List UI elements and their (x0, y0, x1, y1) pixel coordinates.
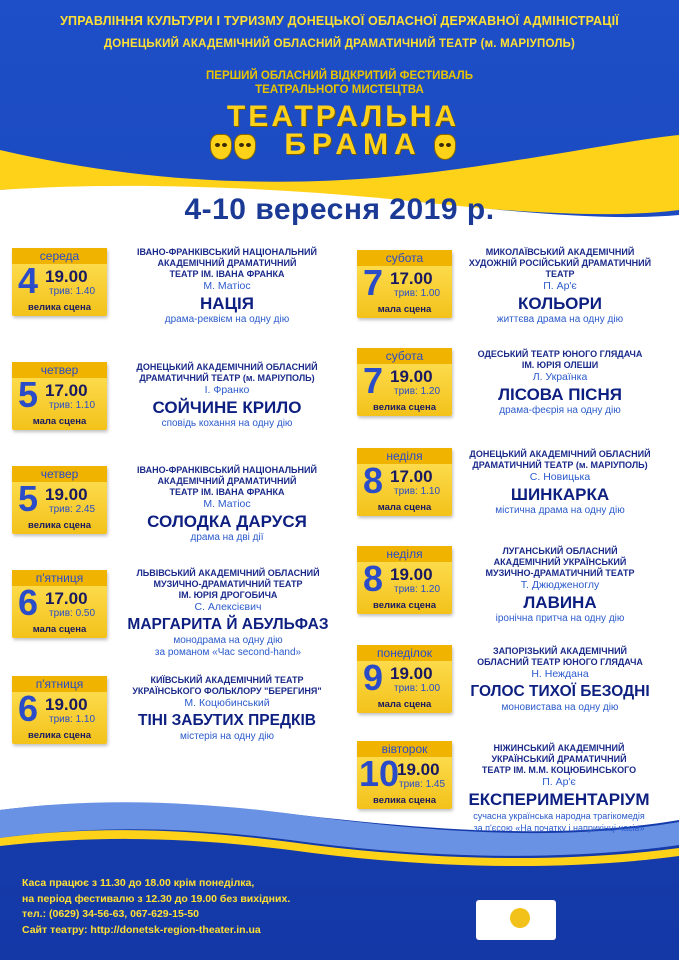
event-genre: за п'єсою «На початку і наприкінці часів» (473, 823, 645, 833)
event-author: М. Коцюбинський (184, 697, 270, 709)
footer-info (22, 876, 290, 938)
event-genre: моновистава на одну дію (501, 702, 619, 713)
festival-logo (208, 100, 478, 170)
event-day-of-week: вівторок (357, 741, 452, 757)
event-info (456, 449, 664, 517)
event-author: П. Ар'є (542, 776, 576, 788)
event-stage: мала сцена (377, 699, 432, 710)
event-stage: велика сцена (28, 302, 91, 313)
event-play-title: НАЦІЯ (200, 294, 254, 313)
event-theatre: ІМ. ЮРІЯ ДРОГОБИЧА (178, 590, 278, 600)
event-duration: трив: 0.50 (49, 608, 96, 619)
event-play-title: ТІНІ ЗАБУТИХ ПРЕДКІВ (138, 712, 316, 729)
event-time: 17.00 (390, 269, 433, 288)
event-time: 17.00 (45, 381, 88, 400)
event-badge (12, 248, 107, 316)
event-stage: велика сцена (373, 600, 436, 611)
event-theatre: УКРАЇНСЬКИЙ ДРАМАТИЧНИЙ (491, 754, 627, 764)
event-day-number: 4 (18, 260, 39, 301)
event-day-number: 9 (363, 657, 384, 698)
sponsor-emblem-icon (510, 908, 530, 928)
event-day-of-week: неділя (357, 546, 452, 562)
event-author: М. Матіос (203, 280, 251, 292)
event-theatre: ІВАНО-ФРАНКІВСЬКИЙ НАЦІОНАЛЬНИЙ (137, 465, 317, 475)
footer-festival-hours: на період фестивалю з 12.30 до 19.00 без вихідних. (22, 892, 291, 905)
event-info (110, 568, 346, 659)
event-day-of-week: субота (357, 250, 452, 266)
event-stage: велика сцена (373, 795, 436, 806)
event-stage: мала сцена (32, 416, 87, 427)
event-badge (357, 348, 452, 416)
sponsor-logo (476, 900, 556, 940)
event-time: 19.00 (45, 485, 88, 504)
event-author: І. Франко (204, 384, 250, 396)
event-genre: іронічна притча на одну дію (495, 613, 625, 624)
event-theatre: ІВАНО-ФРАНКІВСЬКИЙ НАЦІОНАЛЬНИЙ (137, 247, 317, 257)
event-author: С. Новицька (529, 471, 591, 483)
event-info (113, 675, 341, 743)
event-genre: сповідь кохання на одну дію (161, 418, 293, 429)
event-duration: трив: 1.45 (399, 779, 446, 790)
event-author: С. Алексієвич (194, 601, 262, 613)
event-time: 19.00 (390, 565, 433, 584)
event-duration: трив: 1.10 (394, 486, 441, 497)
event-theatre: КИЇВСЬКИЙ АКАДЕМІЧНИЙ ТЕАТР (150, 675, 304, 685)
event-play-title: СОЛОДКА ДАРУСЯ (147, 512, 307, 531)
event-time: 19.00 (390, 367, 433, 386)
event-time: 17.00 (45, 589, 88, 608)
event-theatre: ЗАПОРІЗЬКИЙ АКАДЕМІЧНИЙ (492, 646, 628, 656)
event-badge (357, 741, 452, 809)
event-info (456, 349, 664, 417)
event-genre: драма-реквієм на одну дію (164, 314, 290, 325)
event-theatre: ОДЕСЬКИЙ ТЕАТР ЮНОГО ГЛЯДАЧА (477, 349, 643, 359)
event-badge (12, 466, 107, 534)
festival-title-line1: ПЕРШИЙ ОБЛАСНИЙ ВІДКРИТИЙ ФЕСТИВАЛЬ (206, 70, 473, 82)
event-badge (357, 645, 452, 713)
event-theatre: ДОНЕЦЬКИЙ АКАДЕМІЧНИЙ ОБЛАСНИЙ (136, 362, 318, 372)
event-theatre: УКРАЇНСЬКОГО ФОЛЬКЛОРУ "БЕРЕГИНЯ" (132, 686, 322, 696)
event-genre: монодрама на одну дію (173, 635, 283, 646)
event-author: Т. Джюдженоглу (520, 579, 600, 591)
event-time: 19.00 (45, 695, 88, 714)
event-stage: мала сцена (377, 304, 432, 315)
mask-right-icon (434, 134, 456, 160)
event-day-number: 10 (359, 753, 400, 794)
event-genre: містична драма на одну дію (495, 505, 625, 516)
event-theatre: ІМ. ЮРІЯ ОЛЕШИ (521, 360, 599, 370)
event-play-title: ГОЛОС ТИХОЇ БЕЗОДНІ (470, 683, 650, 700)
event-duration: трив: 1.20 (394, 584, 441, 595)
event-badge (12, 570, 107, 638)
festival-dates: 4-10 вересня 2019 р. (184, 193, 495, 226)
event-play-title: ШИНКАРКА (510, 485, 610, 504)
event-day-of-week: четвер (12, 466, 107, 482)
event-play-title: ЛАВИНА (523, 593, 597, 612)
event-duration: трив: 1.10 (49, 400, 96, 411)
event-info (113, 362, 341, 430)
event-play-title: ЕКСПЕРИМЕНТАРІУМ (468, 790, 650, 809)
event-stage: мала сцена (32, 624, 87, 635)
event-theatre: ХУДОЖНІЙ РОСІЙСЬКИЙ ДРАМАТИЧНИЙ (468, 258, 652, 268)
event-author: П. Ар'є (543, 280, 577, 292)
mask-left-icon (210, 134, 232, 160)
event-theatre: ТЕАТР (545, 269, 575, 279)
event-theatre: АКАДЕМІЧНИЙ ДРАМАТИЧНИЙ (157, 476, 297, 486)
event-author: Н. Неждана (531, 668, 589, 680)
event-theatre: ТЕАТР ІМ. ІВАНА ФРАНКА (169, 269, 285, 279)
event-badge (357, 448, 452, 516)
event-day-of-week: п'ятниця (12, 570, 107, 586)
event-theatre: ЛЬВІВСЬКИЙ АКАДЕМІЧНИЙ ОБЛАСНИЙ (136, 568, 320, 578)
event-info (456, 546, 664, 625)
event-theatre: ДРАМАТИЧНИЙ ТЕАТР (м. МАРІУПОЛЬ) (139, 373, 315, 383)
event-badge (357, 250, 452, 318)
event-badge (357, 546, 452, 614)
event-day-of-week: п'ятниця (12, 676, 107, 692)
event-author: Л. Українка (532, 371, 588, 383)
event-stage: велика сцена (28, 520, 91, 531)
festival-title-line2: ТЕАТРАЛЬНОГО МИСТЕЦТВА (255, 84, 424, 96)
event-day-number: 5 (18, 374, 39, 415)
event-author: М. Матіос (203, 498, 251, 510)
footer-box-office: Каса працює з 11.30 до 18.00 крім понеділка, (22, 877, 255, 889)
event-day-number: 8 (363, 460, 384, 501)
event-day-number: 7 (363, 262, 384, 303)
event-theatre: МУЗИЧНО-ДРАМАТИЧНИЙ ТЕАТР (485, 568, 635, 578)
event-badge (12, 676, 107, 744)
event-play-title: ЛІСОВА ПІСНЯ (498, 385, 622, 404)
event-info (456, 646, 664, 714)
event-duration: трив: 1.20 (394, 386, 441, 397)
event-time: 19.00 (390, 664, 433, 683)
event-info (448, 743, 670, 834)
footer-website: Сайт театру: http://donetsk-region-theater.in.ua (22, 923, 261, 936)
event-theatre: ОБЛАСНИЙ ТЕАТР ЮНОГО ГЛЯДАЧА (477, 657, 643, 667)
event-day-number: 8 (363, 558, 384, 599)
event-day-number: 6 (18, 688, 39, 729)
event-genre: за романом «Час second-hand» (154, 647, 302, 658)
event-info (113, 465, 341, 544)
event-duration: трив: 1.10 (49, 714, 96, 725)
event-day-of-week: четвер (12, 362, 107, 378)
event-theatre: МИКОЛАЇВСЬКИЙ АКАДЕМІЧНИЙ (485, 247, 635, 257)
event-time: 19.00 (45, 267, 88, 286)
event-genre: життєва драма на одну дію (496, 314, 624, 325)
event-play-title: МАРГАРИТА Й АБУЛЬФАЗ (127, 616, 329, 633)
event-stage: велика сцена (373, 402, 436, 413)
event-duration: трив: 1.00 (394, 683, 441, 694)
event-time: 19.00 (397, 760, 440, 779)
event-theatre: ДОНЕЦЬКИЙ АКАДЕМІЧНИЙ ОБЛАСНИЙ (469, 449, 651, 459)
event-info (456, 247, 664, 326)
event-duration: трив: 2.45 (49, 504, 96, 515)
event-theatre: АКАДЕМІЧНИЙ УКРАЇНСЬКИЙ (493, 557, 627, 567)
logo-word-brama: БРАМА (284, 128, 422, 161)
event-genre: містерія на одну дію (180, 731, 274, 742)
event-theatre: АКАДЕМІЧНИЙ ДРАМАТИЧНИЙ (157, 258, 297, 268)
header-theatre: ДОНЕЦЬКИЙ АКАДЕМІЧНИЙ ОБЛАСНИЙ ДРАМАТИЧНИЙ ТЕАТР (м. МАРІУПОЛЬ) (103, 38, 576, 50)
event-duration: трив: 1.00 (394, 288, 441, 299)
event-play-title: СОЙЧИНЕ КРИЛО (152, 398, 302, 417)
event-day-of-week: середа (12, 248, 107, 264)
event-day-number: 5 (18, 478, 39, 519)
event-genre: драма-феєрія на одну дію (499, 405, 621, 416)
event-genre: сучасна українська народна трагікомедія (473, 811, 645, 821)
event-time: 17.00 (390, 467, 433, 486)
event-day-number: 6 (18, 582, 39, 623)
event-duration: трив: 1.40 (49, 286, 96, 297)
event-genre: драма на дві дії (190, 532, 264, 543)
event-badge (12, 362, 107, 430)
event-day-number: 7 (363, 360, 384, 401)
event-theatre: ДРАМАТИЧНИЙ ТЕАТР (м. МАРІУПОЛЬ) (472, 460, 648, 470)
logo-word-teatralna: ТЕАТРАЛЬНА (226, 100, 460, 133)
event-theatre: ЛУГАНСЬКИЙ ОБЛАСНИЙ (502, 546, 618, 556)
event-day-of-week: неділя (357, 448, 452, 464)
event-theatre: МУЗИЧНО-ДРАМАТИЧНИЙ ТЕАТР (153, 579, 303, 589)
event-theatre: ТЕАТР ІМ. М.М. КОЦЮБИНСЬКОГО (481, 765, 637, 775)
header-department: УПРАВЛІННЯ КУЛЬТУРИ І ТУРИЗМУ ДОНЕЦЬКОЇ ОБЛАСНОЇ ДЕРЖАВНОЇ АДМІНІСТРАЦІЇ (60, 14, 619, 28)
event-theatre: ТЕАТР ІМ. ІВАНА ФРАНКА (169, 487, 285, 497)
event-day-of-week: понеділок (357, 645, 452, 661)
event-day-of-week: субота (357, 348, 452, 364)
event-stage: велика сцена (28, 730, 91, 741)
event-info (113, 247, 341, 326)
footer-phone: тел.: (0629) 34-56-63, 067-629-15-50 (22, 908, 200, 920)
event-play-title: КОЛЬОРИ (518, 294, 602, 313)
event-stage: мала сцена (377, 502, 432, 513)
event-theatre: НІЖИНСЬКИЙ АКАДЕМІЧНИЙ (493, 743, 625, 753)
